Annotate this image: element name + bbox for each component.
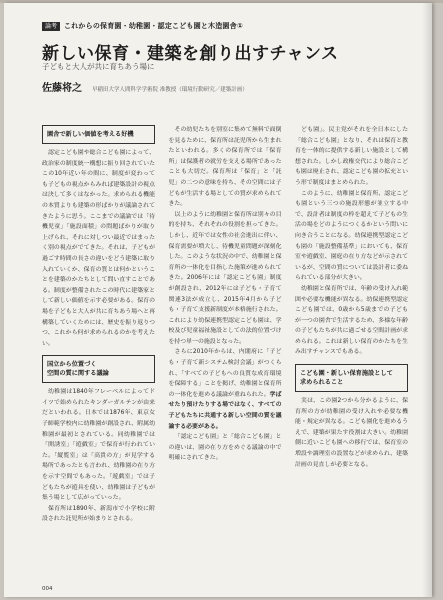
article-subtitle: 子どもと大人が共に育ちあう場に — [42, 62, 155, 71]
section-heading: 国立から位置づく 空間の質に関する議論 — [42, 355, 155, 383]
paragraph — [295, 189, 408, 284]
article-type-tag: 論考 — [42, 22, 60, 31]
series-header — [42, 20, 392, 32]
paragraph-text: ども園」。民主党がそれを全日本にした「総合こども園」となり、それは保育と教育を一体的に提供する新しい施設として構想された。しかし政権交代により総合こども園は廃止され、認定こども園の拡充という形で制度はまとめられた。 — [295, 127, 408, 186]
paragraph-text: さらに2010年からは、内閣府に「子ども・子育て新システム検討会議」がつくられ、「すべての子どもへの良質な成育環境を保障する」ことを掲げ、幼稚園と保育所の一体化を進める議論が重ねられた。 — [168, 349, 282, 398]
section-heading: こども園・新しい保育施設として 求められること — [295, 364, 408, 392]
magazine-page — [4, 3, 432, 597]
paragraph-text: 幼稚園と保育所では、年齢の受け入れ範囲や必要な機能が異なる。幼保連携型認定こども園では、0歳から5歳までの子どもが一つの園舎で生活するため、多様な年齢の子どもたちが共に過ごせる空間計画が求められる。これは新しい保育のかたちを生み出すチャンスでもある。 — [295, 285, 408, 356]
paragraph — [295, 125, 408, 189]
paragraph — [169, 210, 282, 348]
paragraph-text: 「認定こども園」と「総合こども園」との違いは、園の在り方をめぐる議論の中で明確にされてきた。 — [168, 434, 282, 462]
paragraph-text: 保育所は1890年、新潟市で小学校に附設された託児所が始まりとされる。 — [42, 505, 155, 523]
article-body — [42, 125, 408, 575]
paragraph-text: 認定こども園や総合こども園によって、政治家の制度統一構想に振り回されていたこの10年近い年の間に、制度が変わっても子どもの視点からみれば建築設計の視点は決して多くはなかった。求められる機能の本質よりも建築の形ばかりが議論されてきたように思う。ここまでの議論では「待機児童」「施設面積」の問題ばかりが取り上げられ、それに対しつい最近ではまったく別の視点がでてきた。それは、子どもが過ごす時間の長さの違いをどう建築に取り入れていくか、保育の質とは何かということを建築のかたちとして問い直すことである。制度が整備されたこの時代に建築家として新しい価値を示す必要がある。保育の場を子どもと大人が共に育ちあう場へと再構築していくためには、歴史を振り返りつつ、これから何が求められるのかを考えたい。 — [42, 150, 155, 347]
paragraph — [42, 504, 155, 525]
section-heading: 園舎で新しい価値を考える好機 — [42, 125, 155, 144]
paragraph — [295, 396, 408, 470]
paragraph-text: 幼稚園は1840年フレーベルによってドイツで始められたキンダーガルテンが由来だといわれる。日本では1876年、東京女子師範学校内に幼稚園が創設され、附属幼稚園が最初とされている。同幼稚園では「開誘室」「遊戯室」で保育が行われていた。「縦覧室」は「高貴の方」が見学する場所であったとも言われ、幼稚園の在り方を示す空間でもあった。「遊戯室」では子どもたちが遊具を使い、幼稚園は子どもが集う場として広がっていった。 — [42, 389, 155, 502]
paragraph — [169, 125, 282, 210]
column-3 — [295, 125, 408, 575]
paragraph-text: 以上のように幼稚園と保育所は別々の目的を持ち、それぞれの役割を担ってきた。しかし、近年では女性の社会進出に伴い、保育需要が増大し、待機児童問題が深刻化した。このような状況の中で、幼稚園と保育所の一体化を目指した施策が進められてきた。2006年には「認定こども園」制度が創設され、2012年には子ども・子育て関連3法が成立し、2015年4月から子ども・子育て支援新制度が本格施行された。これにより幼保連携型認定こども園は、学校及び児童福祉施設としての法的位置づけを持つ単一の施設となった。 — [168, 211, 282, 345]
author-name: 佐藤将之 — [42, 83, 82, 94]
paragraph — [169, 347, 282, 432]
byline — [42, 79, 402, 94]
paragraph — [42, 387, 155, 504]
article-title: 新しい保育・建築を創り出すチャンス — [42, 44, 339, 64]
paragraph — [295, 284, 408, 358]
paragraph — [169, 432, 282, 464]
page-number: 004 — [42, 586, 53, 592]
column-2 — [169, 125, 282, 575]
author-affiliation: 早稲田大学人間科学学術院 准教授（環境行動研究／建築計画） — [92, 87, 248, 93]
column-1 — [42, 125, 155, 575]
emphasized-text: 学ばせたり預けたりする場ではなく、すべての子どもたちに共通する新しい空間の質を議論する必要がある。 — [168, 391, 282, 430]
series-title: これからの保育園・幼稚園・認定こども園と木造園舎① — [64, 22, 243, 30]
paragraph-text: 実は、この園2つから分かるように、保育所の方が幼稚園の受け入れや必要な機能・規定が異なる。こども園化を進めるうえで、建築が果たす役割は大きい。幼稚園側に近いこども園への移行では、保育室の増設や調理室の設置などが求められ、建築計画の見直しが必要となる。 — [295, 398, 408, 468]
paragraph-text: このように、幼稚園と保育所、認定こども園という三つの施設形態が並立する中で、設計者は制度の枠を超えて子どもの生活の場をどのようにつくるかという問いに向き合うことになる。幼保連携型認定こども園の「施設整備基準」においても、保育室や遊戯室、園庭の在り方などが示されているが、空間の質については設計者に委ねられている部分が大きい。 — [295, 190, 408, 282]
paragraph — [42, 148, 155, 349]
paragraph-text: その幼児たちを別室に集めて無料で面倒を見るために、保育所は託児所から生まれたといわれる。多くの保育所では「保育所」は保護者の就労を支える場所であったことも大切だ。保育所は「保育」と「託児」の二つの意味を持ち、その空間には子どもが生活する場としての質が求められてきた。 — [168, 127, 282, 208]
